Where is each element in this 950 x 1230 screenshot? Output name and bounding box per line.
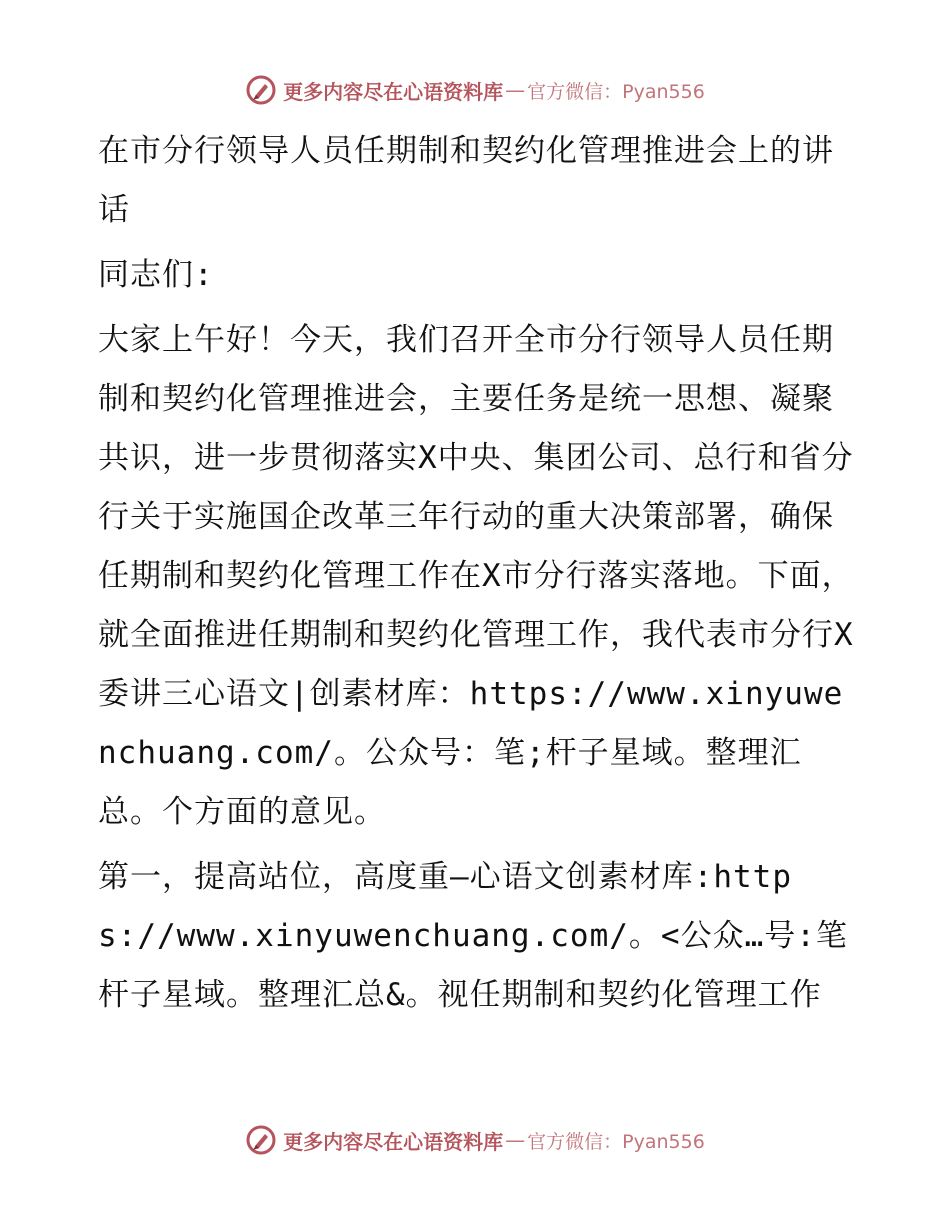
- paragraph-2: 第一，提高站位，高度重—心语文创素材库:https://www.xinyuwenchuang.com/。<公众…号:笔杆子星域。整理汇总&。视任期制和契约化管理工作: [98, 859, 848, 1013]
- banner-contact: 官方微信：Pyan556: [527, 80, 705, 103]
- header-watermark-banner: [0, 70, 950, 110]
- document-body: [98, 122, 858, 1025]
- banner-contact: 官方微信：Pyan556: [527, 1130, 705, 1153]
- document-title: 在市分行领导人员任期制和契约化管理推进会上的讲话: [98, 133, 834, 228]
- banner-dash: —: [505, 78, 526, 102]
- pen-seal-logo-icon: [245, 1124, 277, 1156]
- paragraph-1: 大家上午好！今天，我们召开全市分行领导人员任期制和契约化管理推进会，主要任务是统一思想、凝聚共识，进一步贯彻落实X中央、集团公司、总行和省分行关于实施国企改革三年行动的重大决策部署，确保任期制和契约化管理工作在X市分行落实落地。下面，就全面推进任期制和契约化管理工作，我代表市分行X委讲三心语文|创素材库：https://www.xinyuwenchuang.com/。公众号：笔;杆子星域。整理汇总。个方面的意见。: [98, 322, 854, 830]
- pen-seal-logo-icon: [245, 74, 277, 106]
- footer-watermark-banner: [0, 1120, 950, 1160]
- banner-text: 更多内容尽在心语资料库: [283, 79, 504, 104]
- banner-dash: —: [505, 1128, 526, 1152]
- banner-text: 更多内容尽在心语资料库: [283, 1129, 504, 1154]
- greeting: 同志们:: [98, 257, 214, 293]
